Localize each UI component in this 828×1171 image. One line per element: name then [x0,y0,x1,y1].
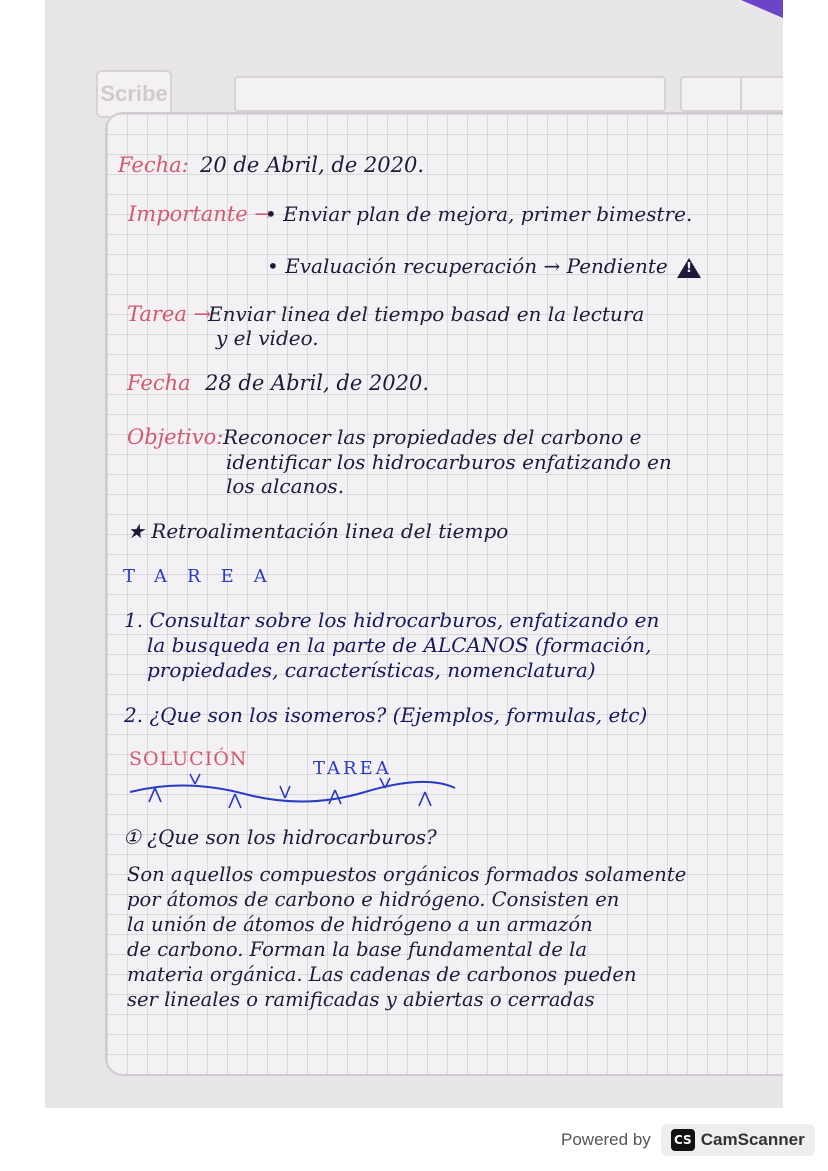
camscanner-logo-icon: CS [671,1129,695,1151]
item-1-line-2: la busqueda en la parte de ALCANOS (formación, [147,633,652,657]
objetivo-line-2: identificar los hidrocarburos enfatizando en [226,450,672,474]
answer-line-1: Son aquellos compuestos orgánicos formados solamente [127,863,687,886]
answer-line-4: de carbono. Forman la base fundamental de la [127,938,587,961]
fecha2-label: Fecha [127,371,191,395]
answer-line-6: ser lineales o ramificadas y abiertas o cerradas [127,988,595,1011]
item-1-line-1: 1. Consultar sobre los hidrocarburos, enfatizando en [124,608,660,632]
scanned-photo [45,0,783,1108]
objetivo-line-1: Reconocer las propiedades del carbono e [223,425,642,449]
tarea-heading: TAREA [123,566,287,587]
fecha1-label: Fecha: [118,153,189,177]
importante-item-2: • Evaluación recuperación → Pendiente [267,254,668,278]
tarea-line-2: y el video. [216,326,319,350]
objetivo-line-3: los alcanos. [226,474,345,498]
question-1: ① ¿Que son los hidrocarburos? [123,825,437,849]
tarea-line-1: Enviar linea del tiempo basad en la lectura [208,302,645,326]
camscanner-name: CamScanner [700,1130,805,1149]
fecha1-value: 20 de Abril, de 2020. [200,153,425,177]
answer-line-3: la unión de átomos de hidrógeno a un armazón [127,913,593,936]
tarea-label: Tarea → [127,302,212,326]
notebook-brand-logo: Scribe [96,70,172,118]
notebook-header [96,70,783,118]
item-1-line-3: propiedades, características, nomenclatura) [147,658,596,682]
objetivo-label: Objetivo: [127,425,224,449]
solucion-tarea-heading: TAREA [313,758,392,779]
solucion-heading: SOLUCIÓN [129,748,248,770]
powered-by-text: Powered by [561,1130,651,1149]
header-date-box [680,76,783,112]
purple-cover-corner [713,0,783,18]
fecha2-value: 28 de Abril, de 2020. [205,371,430,395]
answer-line-2: por átomos de carbono e hidrógeno. Consisten en [127,888,620,911]
header-field-box [234,76,666,112]
importante-label: Importante → [128,202,272,226]
decorative-vine-icon [125,770,465,815]
importante-item-1: • Enviar plan de mejora, primer bimestre. [265,202,693,226]
retroalimentacion-line: ★ Retroalimentación linea del tiempo [127,519,509,543]
camscanner-footer [561,1123,815,1157]
item-2: 2. ¿Que son los isomeros? (Ejemplos, formulas, etc) [124,703,648,727]
answer-line-5: materia orgánica. Las cadenas de carbonos pueden [127,963,637,986]
camscanner-badge [661,1124,815,1156]
warning-icon [677,258,701,278]
